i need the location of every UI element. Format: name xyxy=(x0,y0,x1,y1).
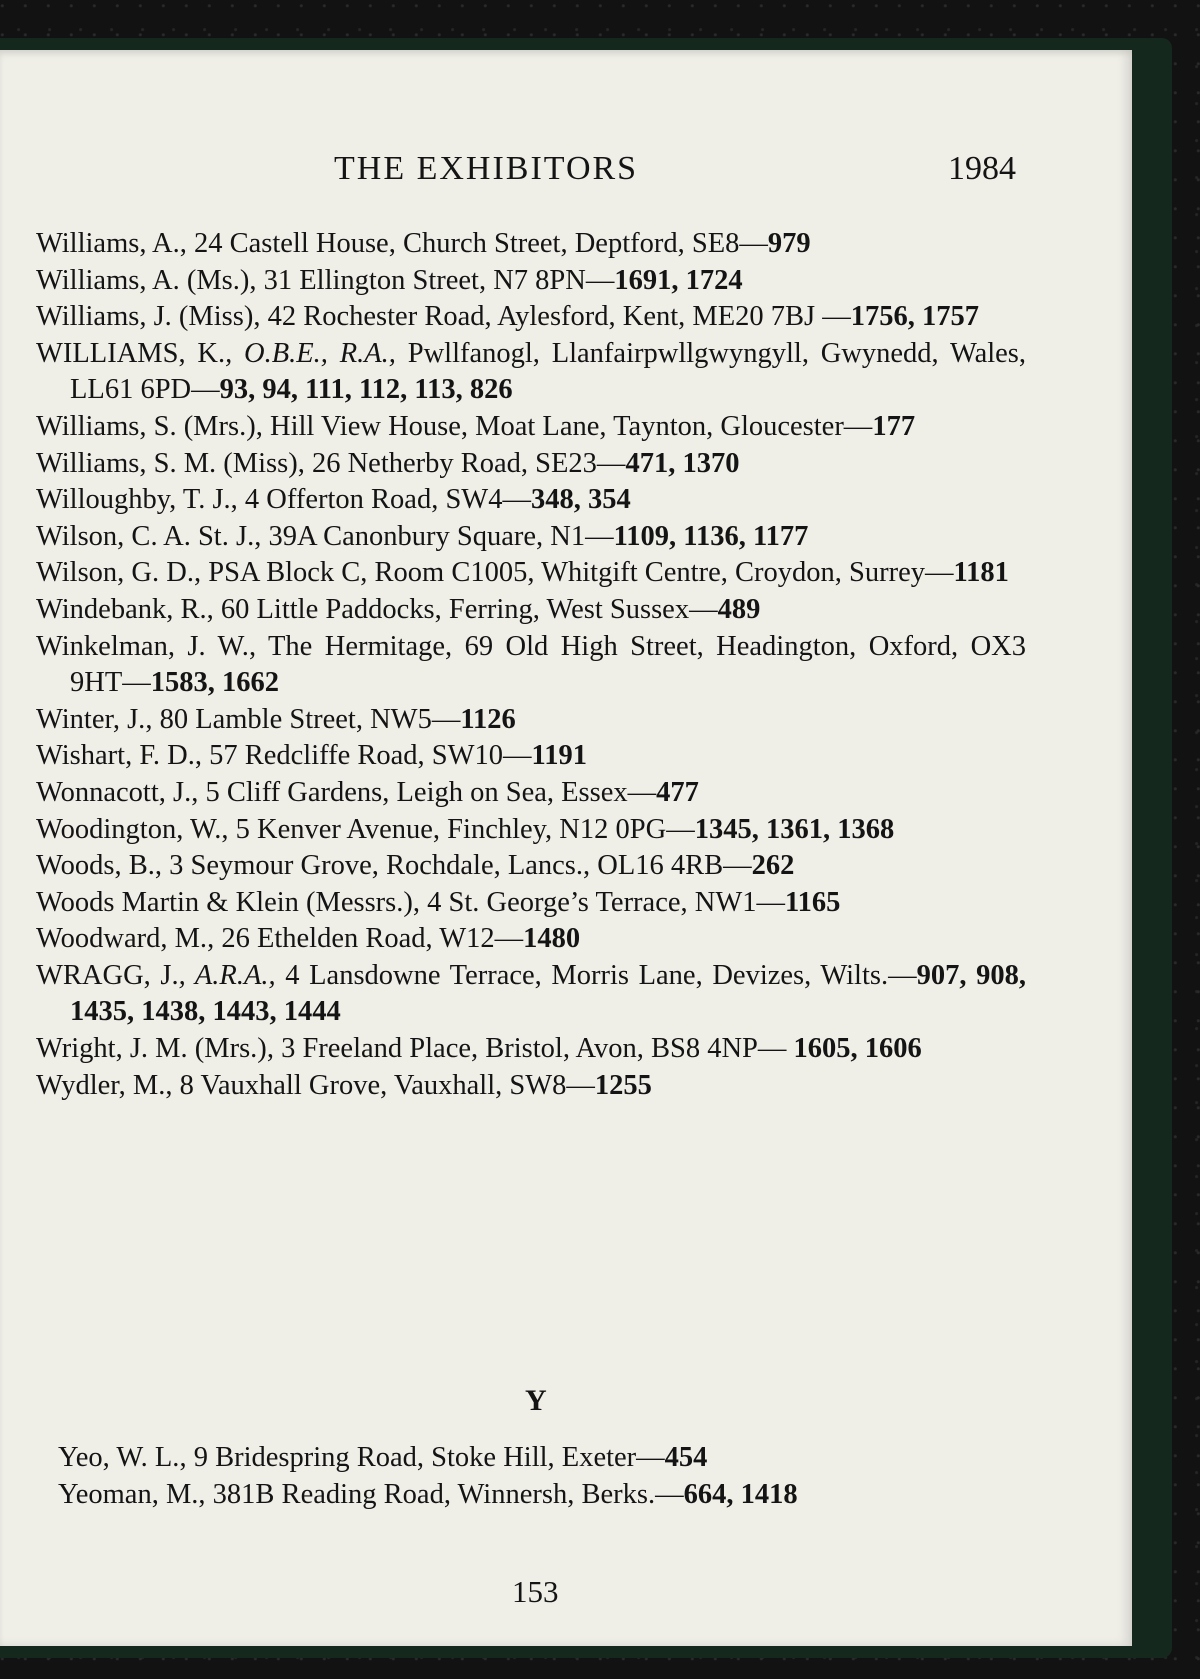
exhibitor-name: Windebank, R. xyxy=(36,593,207,625)
catalogue-numbers: 477 xyxy=(656,776,699,808)
exhibitor-name: Woods Martin & Klein (Messrs.) xyxy=(36,886,413,918)
exhibitor-entry xyxy=(36,519,1026,556)
catalogue-numbers: 1109, 1136, 1177 xyxy=(613,520,809,552)
exhibitor-address: , PSA Block C, Room C1005, Whitgift Centre, Croydon, Surrey— xyxy=(193,557,954,589)
exhibitor-name: Williams, S. M. (Miss) xyxy=(36,447,298,479)
catalogue-numbers: 907, 908, 1435, 1438, 1443, 1444 xyxy=(70,959,1027,1028)
exhibitor-entry xyxy=(36,482,1026,519)
exhibitor-entry xyxy=(36,702,1026,739)
exhibitor-entry xyxy=(36,812,1026,849)
catalogue-numbers: 1255 xyxy=(594,1069,652,1101)
catalogue-numbers: 979 xyxy=(767,228,811,259)
exhibitor-entry xyxy=(36,446,1026,483)
exhibitor-name: Wilson, G. D. xyxy=(36,557,194,589)
exhibitor-address: , Hill View House, Moat Lane, Taynton, Gloucester— xyxy=(255,410,873,442)
exhibitor-address: , 42 Rochester Road, Aylesford, Kent, ME20 7BJ — xyxy=(253,301,851,333)
exhibitor-name: Woods, B. xyxy=(36,850,155,882)
exhibitor-list-w xyxy=(36,226,1026,1104)
catalogue-numbers: 664, 1418 xyxy=(683,1478,798,1510)
section-letter-y: Y xyxy=(525,1384,547,1417)
exhibitor-entry xyxy=(36,555,1026,592)
exhibitor-name: Wonnacott, J. xyxy=(36,776,192,808)
exhibitor-name: Yeo, W. L. xyxy=(58,1442,180,1473)
exhibitor-entry xyxy=(36,1031,1026,1068)
exhibitor-address: , 39A Canonbury Square, N1— xyxy=(254,520,614,552)
catalogue-numbers: 1605, 1606 xyxy=(793,1033,922,1065)
exhibitor-entry xyxy=(36,629,1026,702)
exhibitor-entry xyxy=(58,1440,1026,1477)
exhibitor-name: Wilson, C. A. St. J. xyxy=(36,520,255,552)
exhibitor-name: Wright, J. M. (Mrs.) xyxy=(36,1033,267,1065)
running-head-title: THE EXHIBITORS xyxy=(334,150,639,187)
exhibitor-entry xyxy=(36,1068,1026,1105)
catalogue-numbers: 1691, 1724 xyxy=(614,264,743,296)
exhibitor-list-y xyxy=(58,1440,1026,1513)
exhibitor-entry xyxy=(36,263,1026,300)
exhibitor-entry xyxy=(36,226,1026,263)
exhibitor-name: Williams, J. (Miss) xyxy=(36,301,254,333)
exhibitor-name: Yeoman, M. xyxy=(58,1478,199,1510)
exhibitor-entry xyxy=(36,775,1026,812)
catalogue-numbers: 348, 354 xyxy=(530,484,631,516)
exhibitor-entry xyxy=(36,738,1026,775)
exhibitor-entry xyxy=(36,885,1026,922)
exhibitor-entry xyxy=(36,299,1026,336)
catalogue-numbers: 1181 xyxy=(953,557,1009,589)
catalogue-numbers: 1756, 1757 xyxy=(850,301,980,333)
catalogue-numbers: 177 xyxy=(872,410,916,442)
exhibitor-address: , 381B Reading Road, Winnersh, Berks.— xyxy=(198,1478,684,1510)
exhibitor-address: , 57 Redcliffe Road, SW10— xyxy=(194,740,532,772)
exhibitor-address: , 8 Vauxhall Grove, Vauxhall, SW8— xyxy=(165,1069,595,1101)
exhibitor-entry xyxy=(36,848,1026,885)
catalogue-numbers: 471, 1370 xyxy=(625,447,740,479)
exhibitor-address: , 4 Offerton Road, SW4— xyxy=(230,484,531,516)
catalogue-numbers: 262 xyxy=(751,850,795,882)
exhibitor-entry xyxy=(36,592,1026,629)
exhibitor-name: Wydler, M. xyxy=(36,1069,166,1101)
catalogue-numbers: 1345, 1361, 1368 xyxy=(694,813,895,845)
running-head-year: 1984 xyxy=(948,150,1016,187)
exhibitor-address: , 5 Kenver Avenue, Finchley, N12 0PG— xyxy=(221,813,695,845)
exhibitor-entry xyxy=(36,336,1026,409)
exhibitor-address: , 26 Netherby Road, SE23— xyxy=(297,447,626,479)
book-page xyxy=(0,50,1132,1646)
catalogue-numbers: 1480 xyxy=(523,923,581,955)
catalogue-numbers: 1165 xyxy=(784,886,841,918)
exhibitor-address: , 3 Freeland Place, Bristol, Avon, BS8 4NP— xyxy=(266,1033,794,1065)
exhibitor-address: , 5 Cliff Gardens, Leigh on Sea, Essex— xyxy=(191,776,657,808)
exhibitor-name: Williams, A. xyxy=(36,228,180,259)
exhibitor-address: , 3 Seymour Grove, Rochdale, Lancs., OL16 4RB— xyxy=(154,850,752,882)
exhibitor-honours: , O.B.E., R.A., xyxy=(225,337,396,369)
exhibitor-name: Woodington, W. xyxy=(36,813,222,845)
exhibitor-address: , 26 Ethelden Road, W12— xyxy=(207,923,524,955)
exhibitor-name: Wishart, F. D. xyxy=(36,740,195,772)
exhibitor-name: Winkelman, J. W. xyxy=(36,630,249,662)
exhibitor-address: 4 Lansdowne Terrace, Morris Lane, Devizes, Wilts.— xyxy=(275,959,917,991)
exhibitor-name: Willoughby, T. J. xyxy=(36,484,231,516)
exhibitor-address: , 31 Ellington Street, N7 8PN— xyxy=(249,264,615,296)
exhibitor-address: , The Hermitage, 69 Old High Street, Headington, Oxford, OX3 9HT— xyxy=(70,630,1026,699)
exhibitor-entry xyxy=(36,921,1026,958)
exhibitor-name: WRAGG, J. xyxy=(36,959,179,991)
exhibitor-name: Williams, A. (Ms.) xyxy=(36,264,250,296)
exhibitor-address: Pwllfanogl, Llanfairpwllgwyngyll, Gwynedd, Wales, LL61 6PD— xyxy=(70,337,1027,406)
exhibitor-name: Woodward, M. xyxy=(36,923,208,955)
catalogue-numbers: 93, 94, 111, 112, 113, 826 xyxy=(219,374,513,406)
catalogue-numbers: 489 xyxy=(717,593,761,625)
exhibitor-name: WILLIAMS, K. xyxy=(36,337,226,369)
exhibitor-address: , 9 Bridespring Road, Stoke Hill, Exeter— xyxy=(179,1442,665,1473)
exhibitor-name: Williams, S. (Mrs.) xyxy=(36,410,256,442)
exhibitor-address: , 60 Little Paddocks, Ferring, West Sussex— xyxy=(206,593,718,625)
exhibitor-entry xyxy=(58,1477,1026,1514)
exhibitor-name: Winter, J. xyxy=(36,703,146,735)
page-number: 153 xyxy=(512,1574,559,1609)
exhibitor-address: , 24 Castell House, Church Street, Deptford, SE8— xyxy=(179,228,768,259)
catalogue-numbers: 454 xyxy=(664,1442,708,1473)
catalogue-numbers: 1191 xyxy=(531,740,587,772)
exhibitor-honours: , A.R.A., xyxy=(178,959,276,991)
catalogue-numbers: 1126 xyxy=(460,703,516,735)
exhibitor-address: , 80 Lamble Street, NW5— xyxy=(145,703,461,735)
exhibitor-address: , 4 St. George’s Terrace, NW1— xyxy=(412,886,785,918)
catalogue-numbers: 1583, 1662 xyxy=(150,667,279,699)
exhibitor-entry xyxy=(36,958,1026,1031)
exhibitor-entry xyxy=(36,409,1026,446)
